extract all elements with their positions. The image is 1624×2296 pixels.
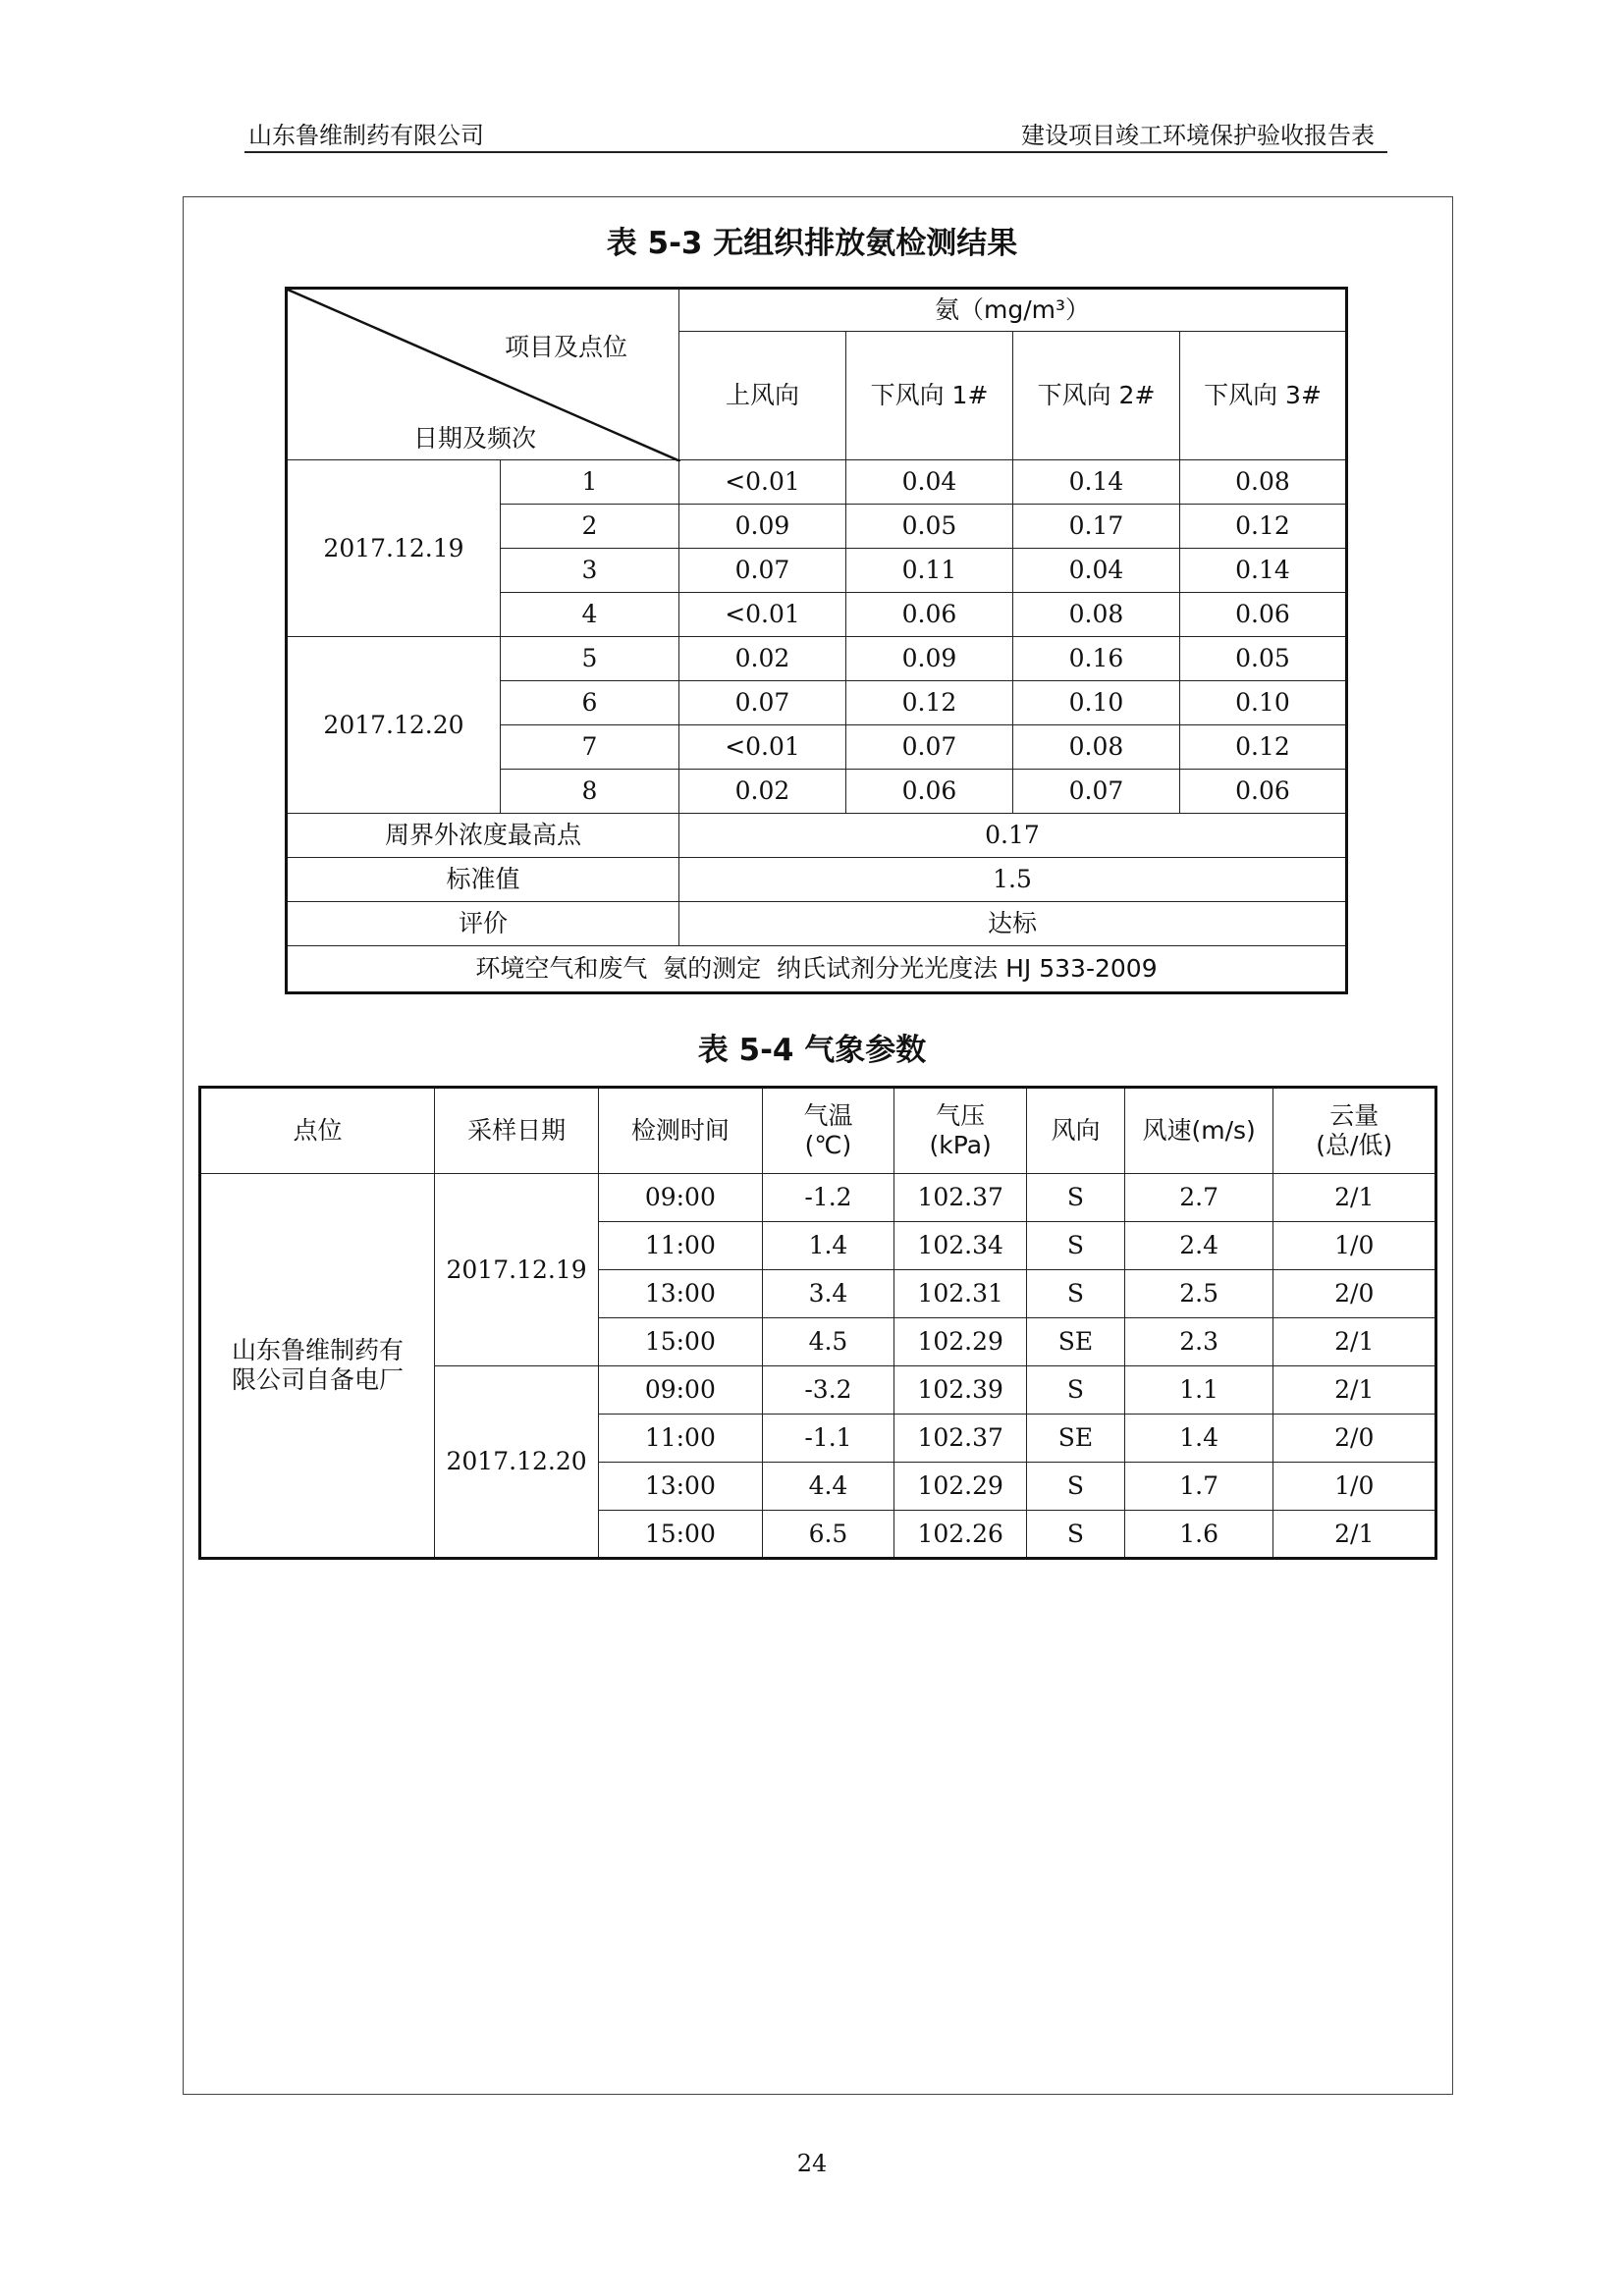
column-header: 下风向 3# bbox=[1180, 332, 1347, 460]
wind-dir-cell: SE bbox=[1027, 1415, 1125, 1463]
temp-cell: 4.5 bbox=[762, 1318, 894, 1366]
pressure-cell: 102.37 bbox=[894, 1415, 1027, 1463]
wind-speed-cell: 2.5 bbox=[1124, 1270, 1273, 1318]
max-value: 0.17 bbox=[679, 814, 1347, 858]
header-pressure bbox=[894, 1088, 1027, 1174]
freq-cell: 2 bbox=[501, 505, 679, 549]
value-cell: 0.05 bbox=[846, 505, 1013, 549]
value-cell: 0.07 bbox=[1013, 770, 1180, 814]
header-cloud-label: 云量 bbox=[1329, 1101, 1380, 1130]
temp-cell: -1.2 bbox=[762, 1174, 894, 1222]
column-header: 上风向 bbox=[679, 332, 846, 460]
wind-speed-cell: 1.4 bbox=[1124, 1415, 1273, 1463]
header-temperature bbox=[762, 1088, 894, 1174]
time-cell: 15:00 bbox=[599, 1318, 763, 1366]
value-cell: 0.07 bbox=[846, 725, 1013, 770]
cloud-cell: 2/1 bbox=[1273, 1318, 1436, 1366]
method-note: 环境空气和废气 氨的测定 纳氏试剂分光光度法 HJ 533-2009 bbox=[287, 946, 1347, 993]
wind-speed-cell: 1.7 bbox=[1124, 1463, 1273, 1511]
wind-speed-cell: 1.6 bbox=[1124, 1511, 1273, 1559]
value-cell: 0.04 bbox=[1013, 549, 1180, 593]
wind-speed-cell: 1.1 bbox=[1124, 1366, 1273, 1415]
value-cell: 0.09 bbox=[846, 637, 1013, 681]
evaluation-value: 达标 bbox=[679, 902, 1347, 946]
value-cell: 0.08 bbox=[1013, 725, 1180, 770]
table1-title: 表 5-3 无组织排放氨检测结果 bbox=[606, 226, 1018, 261]
temp-cell: -3.2 bbox=[762, 1366, 894, 1415]
date-cell: 2017.12.20 bbox=[287, 637, 501, 814]
wind-dir-cell: S bbox=[1027, 1174, 1125, 1222]
group-header-ammonia: 氨（mg/m³） bbox=[679, 289, 1347, 332]
value-cell: 0.12 bbox=[846, 681, 1013, 725]
date-cell: 2017.12.19 bbox=[435, 1174, 599, 1366]
header-report-title: 建设项目竣工环境保护验收报告表 bbox=[1021, 122, 1375, 149]
value-cell: 0.06 bbox=[1180, 593, 1347, 637]
header-row bbox=[200, 1088, 1436, 1174]
site-cell bbox=[200, 1174, 435, 1559]
header-pressure-label: 气压 bbox=[936, 1101, 986, 1130]
freq-cell: 3 bbox=[501, 549, 679, 593]
table-row bbox=[287, 460, 1347, 505]
standard-row bbox=[287, 858, 1347, 902]
wind-dir-cell: S bbox=[1027, 1270, 1125, 1318]
header-temp-label: 气温 bbox=[803, 1101, 853, 1130]
pressure-cell: 102.34 bbox=[894, 1222, 1027, 1270]
evaluation-label: 评价 bbox=[287, 902, 679, 946]
value-cell: <0.01 bbox=[679, 593, 846, 637]
max-concentration-row bbox=[287, 814, 1347, 858]
cloud-cell: 1/0 bbox=[1273, 1222, 1436, 1270]
time-cell: 09:00 bbox=[599, 1174, 763, 1222]
time-cell: 15:00 bbox=[599, 1511, 763, 1559]
standard-label: 标准值 bbox=[287, 858, 679, 902]
value-cell: 0.09 bbox=[679, 505, 846, 549]
value-cell: 0.06 bbox=[846, 593, 1013, 637]
table-row bbox=[287, 637, 1347, 681]
freq-cell: 1 bbox=[501, 460, 679, 505]
wind-speed-cell: 2.3 bbox=[1124, 1318, 1273, 1366]
header-company: 山东鲁维制药有限公司 bbox=[248, 122, 484, 149]
pressure-cell: 102.29 bbox=[894, 1463, 1027, 1511]
header-time: 检测时间 bbox=[599, 1088, 763, 1174]
value-cell: 0.10 bbox=[1013, 681, 1180, 725]
temp-cell: 3.4 bbox=[762, 1270, 894, 1318]
wind-dir-cell: S bbox=[1027, 1222, 1125, 1270]
wind-speed-cell: 2.4 bbox=[1124, 1222, 1273, 1270]
value-cell: 0.06 bbox=[1180, 770, 1347, 814]
value-cell: 0.12 bbox=[1180, 505, 1347, 549]
pressure-cell: 102.31 bbox=[894, 1270, 1027, 1318]
value-cell: 0.06 bbox=[846, 770, 1013, 814]
value-cell: <0.01 bbox=[679, 725, 846, 770]
cloud-cell: 2/1 bbox=[1273, 1366, 1436, 1415]
cloud-cell: 1/0 bbox=[1273, 1463, 1436, 1511]
table2-title: 表 5-4 气象参数 bbox=[697, 1033, 927, 1068]
value-cell: 0.12 bbox=[1180, 725, 1347, 770]
value-cell: 0.07 bbox=[679, 549, 846, 593]
corner-top-label: 项目及点位 bbox=[504, 333, 627, 361]
wind-dir-cell: S bbox=[1027, 1511, 1125, 1559]
value-cell: 0.11 bbox=[846, 549, 1013, 593]
date-cell: 2017.12.19 bbox=[287, 460, 501, 637]
temp-cell: 6.5 bbox=[762, 1511, 894, 1559]
site-line-1: 山东鲁维制药有 bbox=[232, 1336, 405, 1364]
date-cell: 2017.12.20 bbox=[435, 1366, 599, 1559]
header-wind-speed: 风速(m/s) bbox=[1124, 1088, 1273, 1174]
header-site: 点位 bbox=[200, 1088, 435, 1174]
method-row bbox=[287, 946, 1347, 993]
temp-cell: 4.4 bbox=[762, 1463, 894, 1511]
header-cloud-unit: (总/低) bbox=[1316, 1131, 1393, 1159]
cloud-cell: 2/0 bbox=[1273, 1415, 1436, 1463]
cloud-cell: 2/1 bbox=[1273, 1511, 1436, 1559]
freq-cell: 8 bbox=[501, 770, 679, 814]
header-pressure-unit: (kPa) bbox=[929, 1131, 992, 1159]
table-row bbox=[200, 1174, 1436, 1222]
value-cell: 0.02 bbox=[679, 637, 846, 681]
cloud-cell: 2/0 bbox=[1273, 1270, 1436, 1318]
header-cloud bbox=[1273, 1088, 1436, 1174]
temp-cell: -1.1 bbox=[762, 1415, 894, 1463]
column-header: 下风向 1# bbox=[846, 332, 1013, 460]
value-cell: 0.14 bbox=[1013, 460, 1180, 505]
cloud-cell: 2/1 bbox=[1273, 1174, 1436, 1222]
wind-dir-cell: SE bbox=[1027, 1318, 1125, 1366]
value-cell: 0.07 bbox=[679, 681, 846, 725]
wind-dir-cell: S bbox=[1027, 1366, 1125, 1415]
value-cell: 0.04 bbox=[846, 460, 1013, 505]
ammonia-results-table bbox=[285, 287, 1348, 994]
standard-value: 1.5 bbox=[679, 858, 1347, 902]
header-date: 采样日期 bbox=[435, 1088, 599, 1174]
time-cell: 11:00 bbox=[599, 1415, 763, 1463]
freq-cell: 6 bbox=[501, 681, 679, 725]
corner-header-cell bbox=[287, 289, 679, 460]
time-cell: 11:00 bbox=[599, 1222, 763, 1270]
weather-parameters-table bbox=[198, 1086, 1437, 1560]
time-cell: 13:00 bbox=[599, 1463, 763, 1511]
value-cell: 0.17 bbox=[1013, 505, 1180, 549]
max-label: 周界外浓度最高点 bbox=[287, 814, 679, 858]
evaluation-row bbox=[287, 902, 1347, 946]
temp-cell: 1.4 bbox=[762, 1222, 894, 1270]
time-cell: 13:00 bbox=[599, 1270, 763, 1318]
freq-cell: 4 bbox=[501, 593, 679, 637]
value-cell: 0.02 bbox=[679, 770, 846, 814]
wind-dir-cell: S bbox=[1027, 1463, 1125, 1511]
value-cell: <0.01 bbox=[679, 460, 846, 505]
value-cell: 0.16 bbox=[1013, 637, 1180, 681]
pressure-cell: 102.39 bbox=[894, 1366, 1027, 1415]
pressure-cell: 102.29 bbox=[894, 1318, 1027, 1366]
value-cell: 0.14 bbox=[1180, 549, 1347, 593]
value-cell: 0.08 bbox=[1180, 460, 1347, 505]
value-cell: 0.05 bbox=[1180, 637, 1347, 681]
header-temp-unit: (℃) bbox=[804, 1131, 852, 1159]
column-header: 下风向 2# bbox=[1013, 332, 1180, 460]
pressure-cell: 102.37 bbox=[894, 1174, 1027, 1222]
value-cell: 0.10 bbox=[1180, 681, 1347, 725]
header-divider bbox=[244, 151, 1387, 153]
corner-bottom-label: 日期及频次 bbox=[413, 424, 537, 453]
freq-cell: 7 bbox=[501, 725, 679, 770]
wind-speed-cell: 2.7 bbox=[1124, 1174, 1273, 1222]
pressure-cell: 102.26 bbox=[894, 1511, 1027, 1559]
site-line-2: 限公司自备电厂 bbox=[232, 1365, 405, 1394]
header-wind-direction: 风向 bbox=[1027, 1088, 1125, 1174]
freq-cell: 5 bbox=[501, 637, 679, 681]
time-cell: 09:00 bbox=[599, 1366, 763, 1415]
value-cell: 0.08 bbox=[1013, 593, 1180, 637]
page-number: 24 bbox=[796, 2150, 828, 2177]
